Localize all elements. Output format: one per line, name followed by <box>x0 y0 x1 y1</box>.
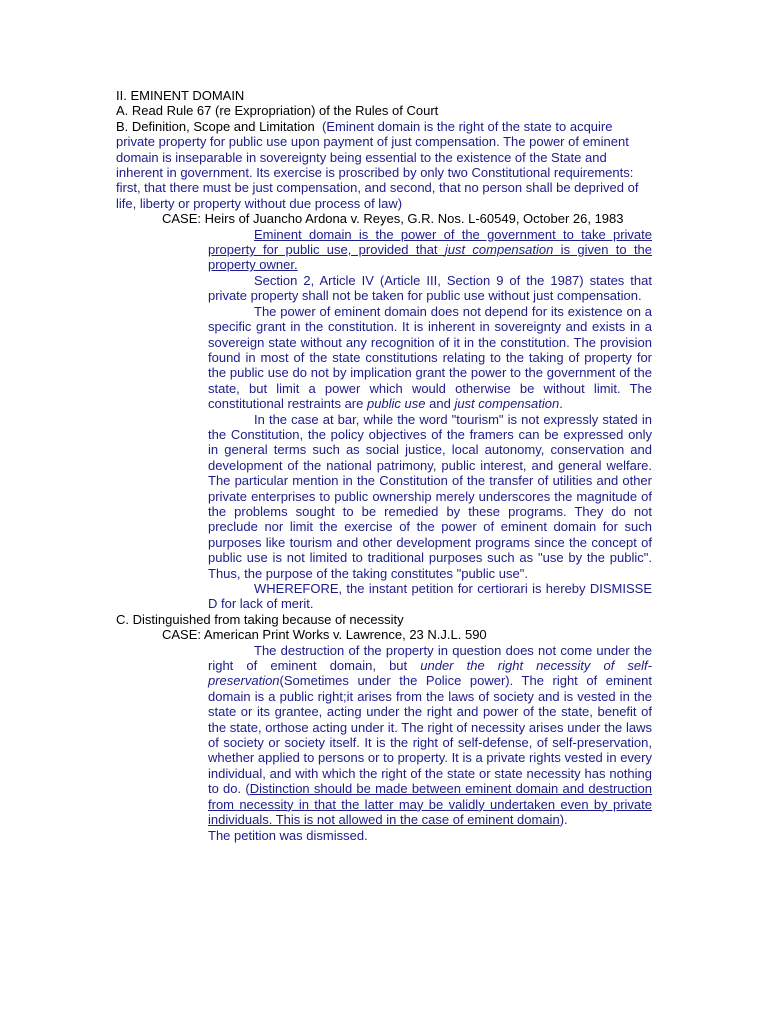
case-2-title: CASE: American Print Works v. Lawrence, 23 N.J.L. 590 <box>162 627 487 643</box>
case-1-para-1 <box>208 227 652 273</box>
case-1-para-3 <box>208 304 652 412</box>
case-2-para-1-b: (Sometimes under the Police power). The right of eminent domain is a public right;it arises from the laws of society and is vested in the state or its grantee, acting under the right and power of the state, benefit of the state, orthose acting under it. The right of necessity arises under the laws of society or society itself. It is the right of self-defense, of self-preservation, whether applied to persons or to property. It is a private rights vested in every individual, and with which the right of the state or state necessity has nothing to do. ( <box>208 673 652 797</box>
case-1-quote <box>208 227 652 612</box>
item-b-open-paren: ( <box>321 118 327 134</box>
section-heading: II. EMINENT DOMAIN <box>116 88 245 103</box>
case-2-para-1-c: ). <box>559 812 568 828</box>
item-b <box>116 119 652 211</box>
document-body <box>116 88 652 843</box>
case-1-title: CASE: Heirs of Juancho Ardona v. Reyes, G.R. Nos. L-60549, October 26, 1983 <box>162 211 624 227</box>
case-2-para-1-a: The destruction of the property in question does not come under the right of eminent domain, but <box>208 642 652 674</box>
case-2-quote <box>208 643 652 843</box>
item-b-definition: Eminent domain is the right of the state to acquire private property for public use upon payment of just compensation. The power of eminent domain is inseparable in sovereignty being essential to the existence of the State and inherent in government. Its exercise is proscribed by only two Constitutional requirements: first, that there must be just compensation, and second, that no person shall be deprived of life, liberty or property without due process of law) <box>116 118 639 211</box>
case-1-para-2: Section 2, Article IV (Article III, Section 9 of the 1987) states that private property shall not be taken for public use without just compensation. <box>208 272 652 304</box>
case-2-para-2: The petition was dismissed. <box>208 827 368 843</box>
case-1-para-3-and: and <box>425 396 455 412</box>
case-1-para-5: WHEREFORE, the instant petition for certiorari is hereby DISMISSE D for lack of merit. <box>208 581 652 612</box>
case-2-para-1-underlined: Distinction should be made between eminent domain and destruction from necessity in that the latter may be validly undertaken even by private individuals. This is not allowed in the case of eminent domain <box>208 781 653 828</box>
item-c: C. Distinguished from taking because of necessity <box>116 611 404 627</box>
case-2-para-1 <box>208 643 652 828</box>
item-b-label: B. Definition, Scope and Limitation <box>116 118 315 134</box>
case-1-para-3-a: The power of eminent domain does not depend for its existence on a specific grant in the constitution. It is inherent in sovereignty and exists in a sovereign state without any recognition of it in the constitution. The provision found in most of the state constitutions relating to the taking of property for the public use do not by implication grant the power to the government of the state, but limit a power which would otherwise be without limit. The constitutional restraints are <box>208 303 652 412</box>
case-1-para-1-em: just compensation <box>444 242 554 258</box>
case-1-para-3-em1: public use <box>366 396 426 412</box>
case-1-para-1-a: Eminent domain is the power of the government to take private property for public use, provided that <box>208 226 652 258</box>
case-1-para-3-end: . <box>559 396 563 412</box>
item-a: A. Read Rule 67 (re Expropriation) of the Rules of Court <box>116 103 439 119</box>
case-1-para-3-em2: just compensation <box>454 396 560 412</box>
case-1-para-4: In the case at bar, while the word "tourism" is not expressly stated in the Constitution, the policy objectives of the framers can be expressed only in general terms such as social justice, local autonomy, conservation and development of the national patrimony, public interest, and general welfare. The particular mention in the Constitution of the transfer of utilities and other private enterprises to public ownership merely underscores the magnitude of the problems sought to be remedied by these programs. They do not preclude nor limit the exercise of the power of eminent domain for such purposes like tourism and other development programs since the concept of public use is not limited to traditional purposes such as "use by the public". Thus, the purpose of the taking constitutes "public use". <box>208 411 652 581</box>
case-1-para-1-b: is given to the property owner. <box>208 242 653 273</box>
case-2-para-1-em: under the right necessity of self-preservation <box>208 658 652 689</box>
